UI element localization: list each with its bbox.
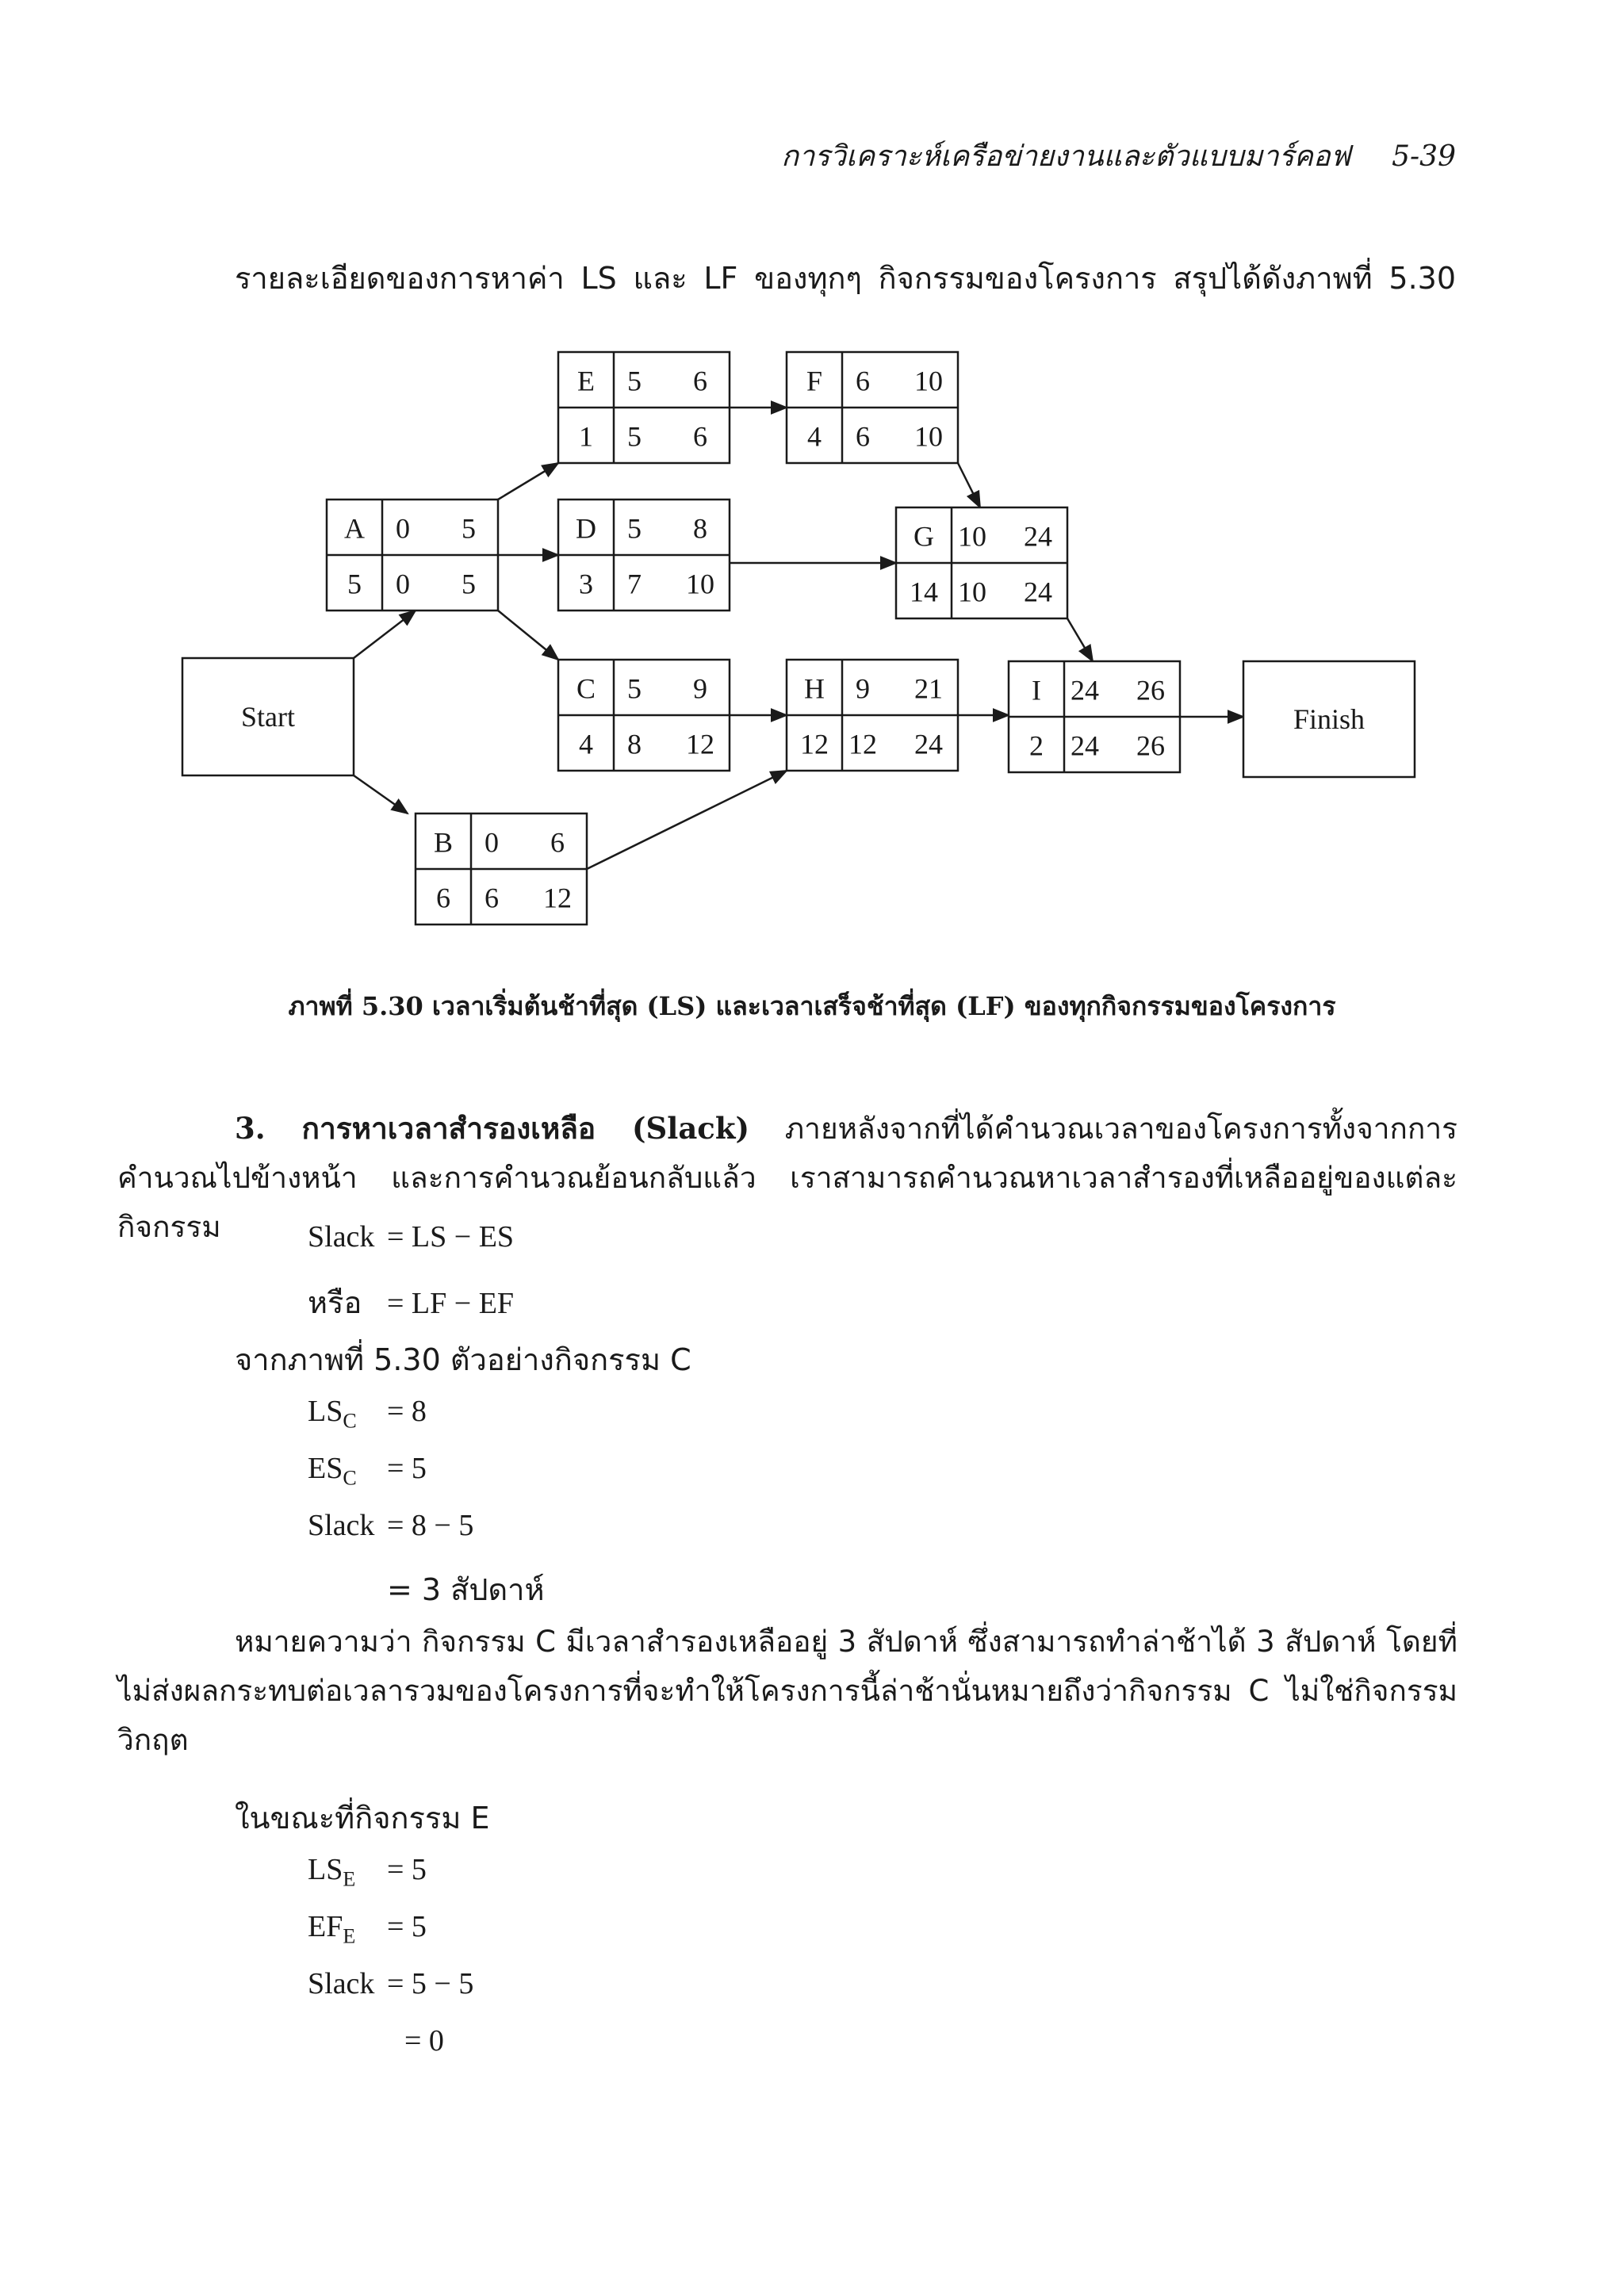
activity-node-b — [416, 813, 587, 924]
arrow-a-to-e — [498, 463, 558, 500]
activity-node-c — [558, 660, 730, 771]
late-start: 24 — [1071, 729, 1099, 762]
duration: 12 — [800, 728, 829, 760]
network-diagram — [174, 341, 1443, 959]
late-start: 6 — [856, 420, 870, 453]
node-label: E — [577, 365, 595, 397]
activity-node-a — [327, 500, 498, 611]
ls-c-line: $LS_C = 8$ — [308, 1395, 427, 1433]
intro-paragraph: รายละเอียดของการหาค่า LS และ LF ของทุกๆ กิจกรรมของโครงการ สรุปได้ดังภาพที่ 5.30 — [235, 261, 1456, 296]
early-finish: 24 — [1024, 520, 1052, 553]
section-heading: 3. การหาเวลาสำรองเหลือ (Slack) — [235, 1111, 749, 1146]
early-start: 5 — [627, 512, 642, 545]
duration: 2 — [1029, 729, 1044, 762]
formula-slack: Slack = LS − ES — [308, 1220, 515, 1254]
late-finish: 24 — [914, 728, 943, 760]
early-start: 24 — [1071, 674, 1099, 706]
arrow-b-to-h — [587, 771, 787, 869]
early-start: 6 — [856, 365, 870, 397]
early-finish: 8 — [693, 512, 707, 545]
late-start: 7 — [627, 568, 642, 600]
activity-node-e — [558, 352, 730, 463]
example-c-intro: จากภาพที่ 5.30 ตัวอย่างกิจกรรม C — [235, 1342, 691, 1377]
node-label: D — [576, 512, 596, 545]
slack-c-line: Slack = 8 − 5 — [308, 1509, 474, 1542]
arrow-g-to-i — [1067, 618, 1093, 661]
ls-e-line: $LS_E = 5$ — [308, 1853, 427, 1891]
section-body: ภายหลังจากที่ได้คำนวณเวลาของโครงการทั้งจากการคำนวณไปข้างหน้า และการคำนวณย้อนกลับแล้ว เราสามารถคำนวณหาเวลาสำรองที่เหลืออยู่ของแต่ละกิจกรรม — [117, 1112, 1457, 1244]
duration: 1 — [579, 420, 593, 453]
running-header — [781, 133, 1456, 178]
early-start: 5 — [627, 365, 642, 397]
duration: 6 — [436, 882, 450, 914]
early-finish: 10 — [914, 365, 943, 397]
late-start: 10 — [958, 576, 986, 608]
activity-node-h — [787, 660, 958, 771]
arrow-start-to-b — [354, 775, 408, 813]
node-label: H — [804, 672, 825, 705]
early-start: 9 — [856, 672, 870, 705]
late-finish: 10 — [686, 568, 714, 600]
formula-slack-alt: หรือ = LF − EF — [308, 1285, 515, 1320]
slack-e-line: Slack = 5 − 5 — [308, 1967, 474, 2000]
duration: 3 — [579, 568, 593, 600]
activity-node-f — [787, 352, 958, 463]
late-finish: 26 — [1136, 729, 1165, 762]
early-finish: 9 — [693, 672, 707, 705]
early-finish: 5 — [462, 512, 476, 545]
activity-node-d — [558, 500, 730, 611]
late-finish: 24 — [1024, 576, 1052, 608]
duration: 4 — [579, 728, 593, 760]
early-finish: 26 — [1136, 674, 1165, 706]
duration: 5 — [347, 568, 362, 600]
early-start: 10 — [958, 520, 986, 553]
early-start: 0 — [396, 512, 410, 545]
finish-label: Finish — [1293, 703, 1365, 735]
header-title: การวิเคราะห์เครือข่ายงานและตัวแบบมาร์คอฟ — [781, 140, 1351, 173]
ef-e-line: $EF_E = 5$ — [308, 1910, 427, 1948]
early-start: 0 — [485, 826, 499, 859]
es-c-line: $ES_C = 5$ — [308, 1452, 427, 1490]
arrow-f-to-g — [958, 463, 980, 507]
late-finish: 6 — [693, 420, 707, 453]
late-finish: 12 — [543, 882, 572, 914]
meaning-paragraph: หมายความว่า กิจกรรม C มีเวลาสำรองเหลืออยู่ 3 สัปดาห์ ซึ่งสามารถทำล่าช้าได้ 3 สัปดาห์ โดยที่ไม่ส่งผลกระทบต่อเวลารวมของโครงการที่จะทำให้โครงการนี้ล่าช้านั่นหมายถึงว่ากิจกรรม C ไม่ใช่กิจกรรมวิกฤต — [117, 1625, 1457, 1757]
late-finish: 12 — [686, 728, 714, 760]
slack-e-result: = 0 — [404, 2024, 444, 2058]
late-start: 12 — [848, 728, 877, 760]
duration: 14 — [910, 576, 938, 608]
node-label: A — [344, 512, 365, 545]
example-e-intro: ในขณะที่กิจกรรม E — [235, 1801, 490, 1836]
start-node — [182, 658, 354, 775]
early-finish: 6 — [693, 365, 707, 397]
slack-c-result: = 3 สัปดาห์ — [387, 1572, 545, 1607]
activity-node-i — [1009, 661, 1180, 772]
early-finish: 6 — [550, 826, 565, 859]
late-finish: 5 — [462, 568, 476, 600]
arrow-a-to-c — [498, 611, 558, 660]
late-finish: 10 — [914, 420, 943, 453]
late-start: 6 — [485, 882, 499, 914]
start-label: Start — [241, 701, 295, 733]
node-label: I — [1032, 674, 1041, 706]
early-start: 5 — [627, 672, 642, 705]
finish-node — [1243, 661, 1415, 777]
late-start: 5 — [627, 420, 642, 453]
activity-node-g — [896, 507, 1067, 618]
node-label: G — [914, 520, 934, 553]
early-finish: 21 — [914, 672, 943, 705]
duration: 4 — [807, 420, 822, 453]
late-start: 0 — [396, 568, 410, 600]
page-number: 5-39 — [1392, 140, 1456, 173]
node-label: B — [433, 826, 454, 859]
node-label: C — [576, 672, 596, 705]
arrow-start-to-a — [354, 611, 416, 658]
figure-caption: ภาพที่ 5.30 เวลาเริ่มต้นช้าที่สุด (LS) และเวลาเสร็จช้าที่สุด (LF) ของทุกกิจกรรมของโครงการ — [288, 991, 1336, 1021]
node-label: F — [806, 365, 823, 397]
late-start: 8 — [627, 728, 642, 760]
